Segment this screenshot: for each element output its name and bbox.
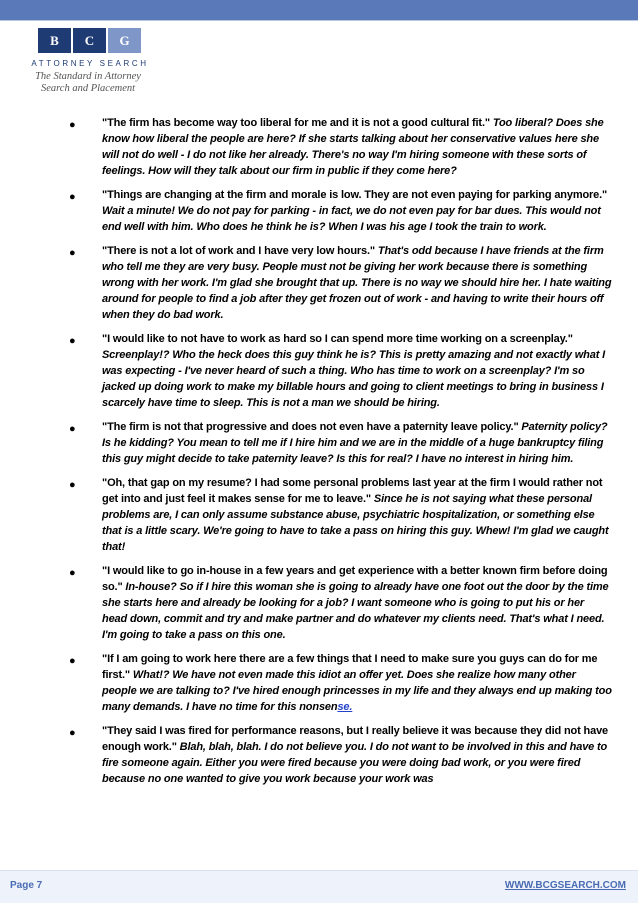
interviewer-reaction: Wait a minute! We do not pay for parking - in fact, we do not even pay for bar dues. This would not end well with him. Who does he think he is? When I was his age I took the train to work. xyxy=(102,205,601,233)
tagline-line-1: The Standard in Attorney xyxy=(35,71,141,82)
logo-letter-boxes xyxy=(38,28,143,53)
bullet-icon: ● xyxy=(69,247,76,259)
candidate-quote: "I would like to go in-house in a few years and get experience with a better known firm before doing so." xyxy=(102,565,608,593)
list-item xyxy=(64,331,612,411)
bullet-text xyxy=(102,331,612,411)
logo-letter-c: C xyxy=(73,28,106,53)
logo-subtitle: ATTORNEY SEARCH xyxy=(31,59,149,68)
hyperlinked-text-fragment[interactable]: se. xyxy=(337,701,353,713)
candidate-quote: "There is not a lot of work and I have very low hours." xyxy=(102,245,375,257)
candidate-quote: "The firm has become way too liberal for me and it is not a good cultural fit." xyxy=(102,117,490,129)
bullet-icon: ● xyxy=(69,191,76,203)
interviewer-reaction: Blah, blah, blah. I do not believe you. I do not want to be involved in this and have to fire someone again. Either you were fired because you were doing bad work, or you were fired because no one wanted to give you work because your work was xyxy=(102,741,608,785)
candidate-quote: "I would like to not have to work as hard so I can spend more time working on a screenplay." xyxy=(102,333,573,345)
candidate-quote: "If I am going to work here there are a few things that I need to make sure you guys can do for me first." xyxy=(102,653,598,681)
logo-letter-b: B xyxy=(38,28,71,53)
candidate-quote: "The firm is not that progressive and does not even have a paternity leave policy." xyxy=(102,421,519,433)
interviewer-reaction: What!? We have not even made this idiot an offer yet. Does she realize how many other people we are talking to? I've hired enough princesses in my life and they always end up making too many demands. I have no time for this nonsen xyxy=(102,669,612,713)
candidate-quote: "They said I was fired for performance reasons, but I really believe it was because they did not have enough work." xyxy=(102,725,609,753)
bullet-text xyxy=(102,475,612,555)
tagline-line-2: Search and Placement xyxy=(40,83,136,94)
logo-letter-g: G xyxy=(108,28,141,53)
website-link[interactable]: WWW.BCGSEARCH.COM xyxy=(504,880,626,891)
bullet-text xyxy=(102,723,612,787)
list-item xyxy=(64,475,612,555)
interviewer-reaction: Since he is not saying what these personal problems are, I can only assume substance abuse, psychiatric hospitalization, or something else that is a little scary. We're going to have to take a pass on hiring this guy. Whew! I'm glad we caught that! xyxy=(102,493,609,553)
bullet-text xyxy=(102,651,612,715)
list-item xyxy=(64,187,612,235)
interviewer-reaction: In-house? So if I hire this woman she is going to already have one foot out the door by the time she starts here and already be looking for a job? I want someone who is going to put his or her head down, commit and try and make partner and do whatever my clients need. That's what I need. I'm going to take a pass on this one. xyxy=(102,581,609,641)
interviewer-reaction: Screenplay!? Who the heck does this guy think he is? This is pretty amazing and not exactly what I was expecting - I've never heard of such a thing. Who has time to work on a screenplay? I'm so jacked up doing work to make my billable hours and going to client meetings to bring in business I scarcely have time to sleep. This is not a man we should be hiring. xyxy=(102,349,606,409)
bullet-list xyxy=(64,115,612,795)
list-item xyxy=(64,563,612,643)
list-item xyxy=(64,723,612,787)
bullet-icon: ● xyxy=(69,119,76,131)
bullet-text xyxy=(102,115,612,179)
interviewer-reaction: Too liberal? Does she know how liberal the people are here? If she starts talking about her conservative values here she will not do well - I do not like her already. There's no way I'm hiring someone with these sorts of feelings. How will they talk about our firm in public if they come here? xyxy=(102,117,604,177)
bullet-text xyxy=(102,563,612,643)
bullet-icon: ● xyxy=(69,727,76,739)
bullet-icon: ● xyxy=(69,567,76,579)
list-item xyxy=(64,115,612,179)
bullet-text xyxy=(102,187,612,235)
list-item xyxy=(64,651,612,715)
bullet-icon: ● xyxy=(69,335,76,347)
interviewer-reaction: That's odd because I have friends at the firm who tell me they are very busy. People must not be giving her work because there is something wrong with her work. I'm glad she brought that up. There is no way we should hire her. I hate waiting around for people to find a job after they get frozen out of work - and having to write their hours off when they do bad work. xyxy=(102,245,612,321)
interviewer-reaction: Paternity policy? Is he kidding? You mean to tell me if I hire him and we are in the middle of a huge bankruptcy filing this guy might decide to take paternity leave? Is this for real? I have no interest in hiring him. xyxy=(102,421,608,465)
bullet-text xyxy=(102,419,612,467)
candidate-quote: "Things are changing at the firm and morale is low. They are not even paying for parking anymore." xyxy=(102,189,608,201)
logo-tagline xyxy=(22,71,154,95)
candidate-quote: "Oh, that gap on my resume? I had some personal problems last year at the firm I would rather not get into and just feel it makes sense for me to leave." xyxy=(102,477,603,505)
bullet-text xyxy=(102,243,612,323)
bullet-icon: ● xyxy=(69,423,76,435)
header-bar xyxy=(0,0,638,20)
bullet-icon: ● xyxy=(69,655,76,667)
header-divider xyxy=(0,20,638,21)
list-item xyxy=(64,243,612,323)
bullet-icon: ● xyxy=(69,479,76,491)
list-item xyxy=(64,419,612,467)
page-number: Page 7 xyxy=(10,880,43,891)
